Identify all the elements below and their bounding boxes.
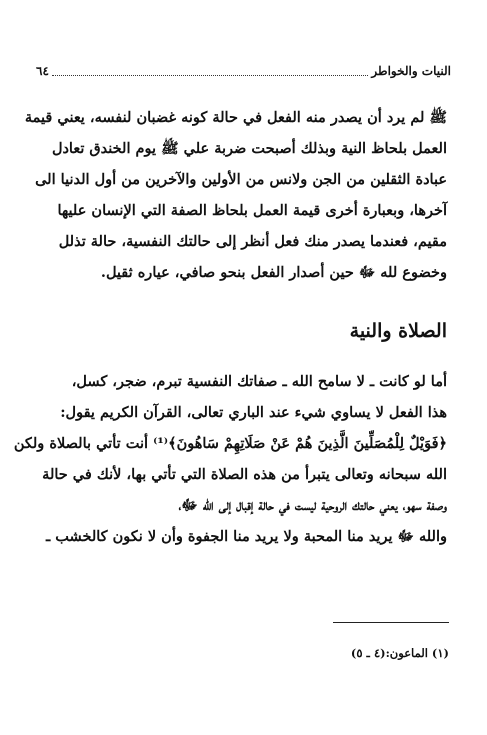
- paragraph-line: العمل بلحاظ النية وبذلك أصبحت ضربة علي ﷺ يوم الخندق تعادل: [51, 140, 447, 157]
- paragraph-line: هذا الفعل لا يساوي شيء عند الباري تعالى، القرآن الكريم يقول:: [60, 404, 447, 421]
- footnote-separator: [333, 622, 449, 623]
- paragraph-line: والله ﷻ يريد منا المحبة ولا يريد منا الجفوة وأن لا نكون كالخشب ـ: [46, 528, 447, 545]
- paragraph-line: أما لو كانت ـ لا سامح الله ـ صفاتك النفسية تبرم، ضجر، كسل،: [71, 373, 447, 390]
- section-heading: الصلاة والنية: [349, 320, 447, 342]
- paragraph-line: وخضوع لله ﷻ حين أصدار الفعل بنحو صافي، عياره ثقيل.: [100, 264, 447, 281]
- running-title: النيات والخواطر: [371, 64, 451, 78]
- page-number: ٦٤: [36, 64, 49, 78]
- paragraph-line: ﷺ لم يرد أن يصدر منه الفعل في حالة كونه غضبان لنفسه، يعني قيمة: [24, 109, 447, 126]
- paragraph-1: [24, 102, 447, 288]
- paragraph-line: مقيم، فعندما يصدر منك فعل أنظر إلى حالتك النفسية، حالة تذلل: [58, 233, 447, 250]
- paragraph-line: وصفة سهو، يعني حالتك الروحية ليست في حالة إقبال إلى الله ﷻ،: [178, 497, 447, 514]
- paragraph-line: آخرها، وبعبارة أخرى قيمة العمل بلحاظ الصفة التي الإنسان عليها: [57, 202, 447, 219]
- quran-verse-line: ﴿فَوَيْلٌ لِلْمُصَلِّينَ الَّذِينَ هُمْ عَنْ صَلَاتِهِمْ سَاهُونَ﴾⁽¹⁾ أنت تأتي بالصلاة ولكن: [13, 435, 447, 452]
- footnote: (١) الماعون:(٤ ـ ٥): [350, 646, 449, 660]
- paragraph-line: عبادة الثقلين من الجن ولانس من الأولين والآخرين من أول الدنيا الى: [35, 171, 447, 188]
- paragraph-line: الله سبحانه وتعالى يتبرأ من هذه الصلاة التي تأتي بها، لأنك في حالة: [42, 466, 447, 483]
- paragraph-2: [13, 366, 447, 552]
- page-header: [36, 60, 451, 82]
- header-dot-leader: [52, 75, 369, 76]
